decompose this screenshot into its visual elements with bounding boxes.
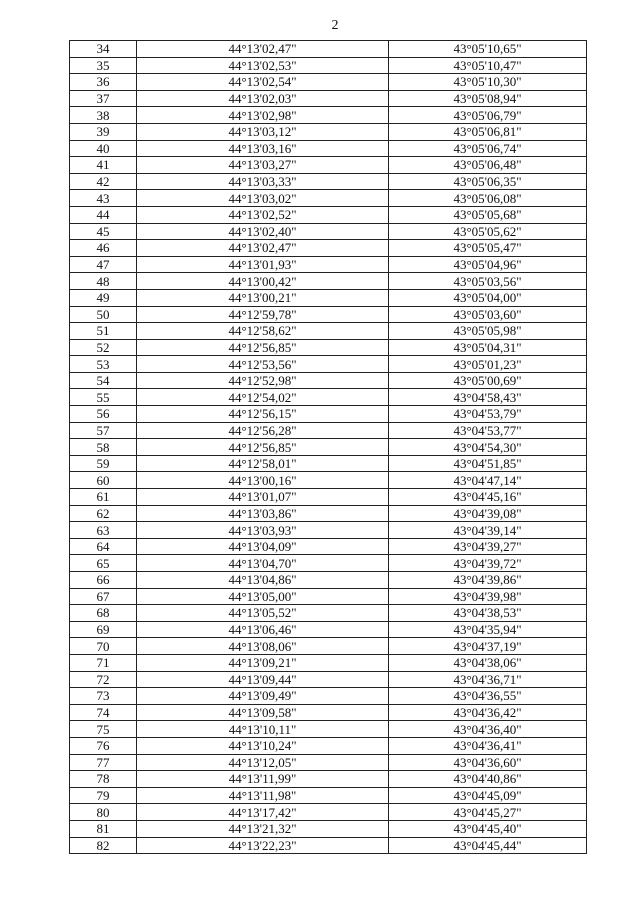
latitude-cell: 44°13'03,33" <box>137 173 389 190</box>
latitude-cell: 44°13'05,00" <box>137 588 389 605</box>
point-number-cell: 53 <box>70 356 137 373</box>
table-row <box>70 654 587 671</box>
longitude-cell: 43°05'05,47" <box>389 240 587 257</box>
point-number-cell: 34 <box>70 41 137 58</box>
point-number-cell: 49 <box>70 289 137 306</box>
latitude-cell: 44°13'01,93" <box>137 256 389 273</box>
longitude-cell: 43°05'06,81" <box>389 123 587 140</box>
longitude-cell: 43°04'39,86" <box>389 572 587 589</box>
table-row <box>70 356 587 373</box>
latitude-cell: 44°13'03,02" <box>137 190 389 207</box>
table-row <box>70 455 587 472</box>
point-number-cell: 54 <box>70 372 137 389</box>
longitude-cell: 43°05'06,08" <box>389 190 587 207</box>
point-number-cell: 37 <box>70 90 137 107</box>
latitude-cell: 44°13'00,16" <box>137 472 389 489</box>
point-number-cell: 57 <box>70 422 137 439</box>
table-row <box>70 389 587 406</box>
table-row <box>70 256 587 273</box>
latitude-cell: 44°13'03,27" <box>137 157 389 174</box>
table-row <box>70 621 587 638</box>
longitude-cell: 43°04'47,14" <box>389 472 587 489</box>
latitude-cell: 44°13'02,47" <box>137 41 389 58</box>
point-number-cell: 47 <box>70 256 137 273</box>
longitude-cell: 43°04'51,85" <box>389 455 587 472</box>
longitude-cell: 43°04'36,71" <box>389 671 587 688</box>
longitude-cell: 43°04'45,40" <box>389 820 587 837</box>
point-number-cell: 61 <box>70 489 137 506</box>
point-number-cell: 76 <box>70 737 137 754</box>
latitude-cell: 44°13'00,42" <box>137 273 389 290</box>
point-number-cell: 62 <box>70 505 137 522</box>
longitude-cell: 43°04'39,14" <box>389 522 587 539</box>
point-number-cell: 60 <box>70 472 137 489</box>
latitude-cell: 44°13'22,23" <box>137 837 389 854</box>
longitude-cell: 43°04'39,98" <box>389 588 587 605</box>
longitude-cell: 43°04'39,72" <box>389 555 587 572</box>
table-row <box>70 522 587 539</box>
latitude-cell: 44°13'02,53" <box>137 57 389 74</box>
longitude-cell: 43°04'36,40" <box>389 721 587 738</box>
table-row <box>70 223 587 240</box>
table-row <box>70 372 587 389</box>
latitude-cell: 44°13'17,42" <box>137 804 389 821</box>
latitude-cell: 44°13'05,52" <box>137 605 389 622</box>
table-row <box>70 787 587 804</box>
longitude-cell: 43°04'37,19" <box>389 638 587 655</box>
latitude-cell: 44°13'06,46" <box>137 621 389 638</box>
page-number: 2 <box>331 18 339 33</box>
latitude-cell: 44°13'10,11" <box>137 721 389 738</box>
latitude-cell: 44°12'56,85" <box>137 339 389 356</box>
table-row <box>70 572 587 589</box>
table-row <box>70 737 587 754</box>
point-number-cell: 81 <box>70 820 137 837</box>
latitude-cell: 44°13'02,54" <box>137 74 389 91</box>
point-number-cell: 77 <box>70 754 137 771</box>
latitude-cell: 44°13'03,12" <box>137 123 389 140</box>
latitude-cell: 44°13'04,70" <box>137 555 389 572</box>
point-number-cell: 35 <box>70 57 137 74</box>
point-number-cell: 56 <box>70 406 137 423</box>
longitude-cell: 43°04'36,42" <box>389 704 587 721</box>
longitude-cell: 43°04'45,27" <box>389 804 587 821</box>
longitude-cell: 43°05'01,23" <box>389 356 587 373</box>
point-number-cell: 79 <box>70 787 137 804</box>
table-row <box>70 505 587 522</box>
point-number-cell: 74 <box>70 704 137 721</box>
latitude-cell: 44°13'12,05" <box>137 754 389 771</box>
point-number-cell: 71 <box>70 654 137 671</box>
table-row <box>70 240 587 257</box>
table-row <box>70 306 587 323</box>
table-row <box>70 157 587 174</box>
point-number-cell: 39 <box>70 123 137 140</box>
table-row <box>70 339 587 356</box>
longitude-cell: 43°04'35,94" <box>389 621 587 638</box>
point-number-cell: 52 <box>70 339 137 356</box>
table-row <box>70 323 587 340</box>
longitude-cell: 43°04'40,86" <box>389 771 587 788</box>
point-number-cell: 78 <box>70 771 137 788</box>
point-number-cell: 82 <box>70 837 137 854</box>
latitude-cell: 44°12'56,15" <box>137 406 389 423</box>
latitude-cell: 44°12'58,62" <box>137 323 389 340</box>
table-row <box>70 107 587 124</box>
table-row <box>70 472 587 489</box>
latitude-cell: 44°13'09,49" <box>137 688 389 705</box>
longitude-cell: 43°04'36,41" <box>389 737 587 754</box>
longitude-cell: 43°05'10,65" <box>389 41 587 58</box>
table-row <box>70 190 587 207</box>
point-number-cell: 38 <box>70 107 137 124</box>
latitude-cell: 44°13'09,21" <box>137 654 389 671</box>
point-number-cell: 72 <box>70 671 137 688</box>
latitude-cell: 44°13'09,58" <box>137 704 389 721</box>
point-number-cell: 41 <box>70 157 137 174</box>
table-row <box>70 289 587 306</box>
longitude-cell: 43°04'38,53" <box>389 605 587 622</box>
longitude-cell: 43°04'45,44" <box>389 837 587 854</box>
table-row <box>70 804 587 821</box>
longitude-cell: 43°05'03,56" <box>389 273 587 290</box>
longitude-cell: 43°05'08,94" <box>389 90 587 107</box>
latitude-cell: 44°13'08,06" <box>137 638 389 655</box>
point-number-cell: 59 <box>70 455 137 472</box>
point-number-cell: 43 <box>70 190 137 207</box>
point-number-cell: 51 <box>70 323 137 340</box>
latitude-cell: 44°13'10,24" <box>137 737 389 754</box>
table-row <box>70 638 587 655</box>
table-row <box>70 688 587 705</box>
longitude-cell: 43°05'06,48" <box>389 157 587 174</box>
table-row <box>70 555 587 572</box>
longitude-cell: 43°04'39,08" <box>389 505 587 522</box>
latitude-cell: 44°12'52,98" <box>137 372 389 389</box>
longitude-cell: 43°04'54,30" <box>389 439 587 456</box>
longitude-cell: 43°05'00,69" <box>389 372 587 389</box>
point-number-cell: 64 <box>70 538 137 555</box>
point-number-cell: 68 <box>70 605 137 622</box>
longitude-cell: 43°04'36,55" <box>389 688 587 705</box>
latitude-cell: 44°12'53,56" <box>137 356 389 373</box>
latitude-cell: 44°13'03,16" <box>137 140 389 157</box>
longitude-cell: 43°04'58,43" <box>389 389 587 406</box>
coordinates-table <box>69 40 587 854</box>
longitude-cell: 43°04'53,77" <box>389 422 587 439</box>
latitude-cell: 44°13'03,86" <box>137 505 389 522</box>
longitude-cell: 43°05'10,30" <box>389 74 587 91</box>
longitude-cell: 43°05'05,98" <box>389 323 587 340</box>
longitude-cell: 43°05'06,74" <box>389 140 587 157</box>
point-number-cell: 44 <box>70 206 137 223</box>
table-row <box>70 704 587 721</box>
longitude-cell: 43°05'04,00" <box>389 289 587 306</box>
table-row <box>70 140 587 157</box>
longitude-cell: 43°04'45,09" <box>389 787 587 804</box>
longitude-cell: 43°05'05,68" <box>389 206 587 223</box>
point-number-cell: 45 <box>70 223 137 240</box>
longitude-cell: 43°04'53,79" <box>389 406 587 423</box>
table-row <box>70 820 587 837</box>
latitude-cell: 44°13'00,21" <box>137 289 389 306</box>
latitude-cell: 44°12'56,85" <box>137 439 389 456</box>
latitude-cell: 44°13'02,47" <box>137 240 389 257</box>
longitude-cell: 43°05'04,96" <box>389 256 587 273</box>
table-row <box>70 406 587 423</box>
longitude-cell: 43°04'36,60" <box>389 754 587 771</box>
table-row <box>70 771 587 788</box>
coordinates-table-body <box>70 41 587 854</box>
longitude-cell: 43°05'03,60" <box>389 306 587 323</box>
table-row <box>70 754 587 771</box>
table-row <box>70 57 587 74</box>
table-row <box>70 123 587 140</box>
point-number-cell: 73 <box>70 688 137 705</box>
latitude-cell: 44°13'09,44" <box>137 671 389 688</box>
point-number-cell: 67 <box>70 588 137 605</box>
table-row <box>70 605 587 622</box>
table-row <box>70 489 587 506</box>
point-number-cell: 58 <box>70 439 137 456</box>
table-row <box>70 671 587 688</box>
latitude-cell: 44°13'04,09" <box>137 538 389 555</box>
table-row <box>70 721 587 738</box>
table-row <box>70 588 587 605</box>
latitude-cell: 44°13'21,32" <box>137 820 389 837</box>
latitude-cell: 44°13'01,07" <box>137 489 389 506</box>
point-number-cell: 36 <box>70 74 137 91</box>
point-number-cell: 40 <box>70 140 137 157</box>
point-number-cell: 70 <box>70 638 137 655</box>
point-number-cell: 55 <box>70 389 137 406</box>
table-row <box>70 206 587 223</box>
point-number-cell: 65 <box>70 555 137 572</box>
table-row <box>70 538 587 555</box>
latitude-cell: 44°13'02,40" <box>137 223 389 240</box>
latitude-cell: 44°12'59,78" <box>137 306 389 323</box>
longitude-cell: 43°04'45,16" <box>389 489 587 506</box>
longitude-cell: 43°05'06,79" <box>389 107 587 124</box>
table-row <box>70 273 587 290</box>
point-number-cell: 50 <box>70 306 137 323</box>
table-row <box>70 41 587 58</box>
latitude-cell: 44°13'02,98" <box>137 107 389 124</box>
point-number-cell: 63 <box>70 522 137 539</box>
longitude-cell: 43°05'05,62" <box>389 223 587 240</box>
point-number-cell: 48 <box>70 273 137 290</box>
latitude-cell: 44°13'02,52" <box>137 206 389 223</box>
table-row <box>70 422 587 439</box>
latitude-cell: 44°13'02,03" <box>137 90 389 107</box>
longitude-cell: 43°04'38,06" <box>389 654 587 671</box>
point-number-cell: 75 <box>70 721 137 738</box>
point-number-cell: 69 <box>70 621 137 638</box>
point-number-cell: 80 <box>70 804 137 821</box>
latitude-cell: 44°13'11,99" <box>137 771 389 788</box>
table-row <box>70 837 587 854</box>
longitude-cell: 43°05'04,31" <box>389 339 587 356</box>
table-row <box>70 439 587 456</box>
latitude-cell: 44°13'03,93" <box>137 522 389 539</box>
longitude-cell: 43°05'10,47" <box>389 57 587 74</box>
latitude-cell: 44°12'58,01" <box>137 455 389 472</box>
point-number-cell: 46 <box>70 240 137 257</box>
latitude-cell: 44°13'11,98" <box>137 787 389 804</box>
latitude-cell: 44°12'54,02" <box>137 389 389 406</box>
table-row <box>70 173 587 190</box>
table-row <box>70 90 587 107</box>
point-number-cell: 66 <box>70 572 137 589</box>
point-number-cell: 42 <box>70 173 137 190</box>
longitude-cell: 43°04'39,27" <box>389 538 587 555</box>
latitude-cell: 44°13'04,86" <box>137 572 389 589</box>
longitude-cell: 43°05'06,35" <box>389 173 587 190</box>
latitude-cell: 44°12'56,28" <box>137 422 389 439</box>
table-row <box>70 74 587 91</box>
